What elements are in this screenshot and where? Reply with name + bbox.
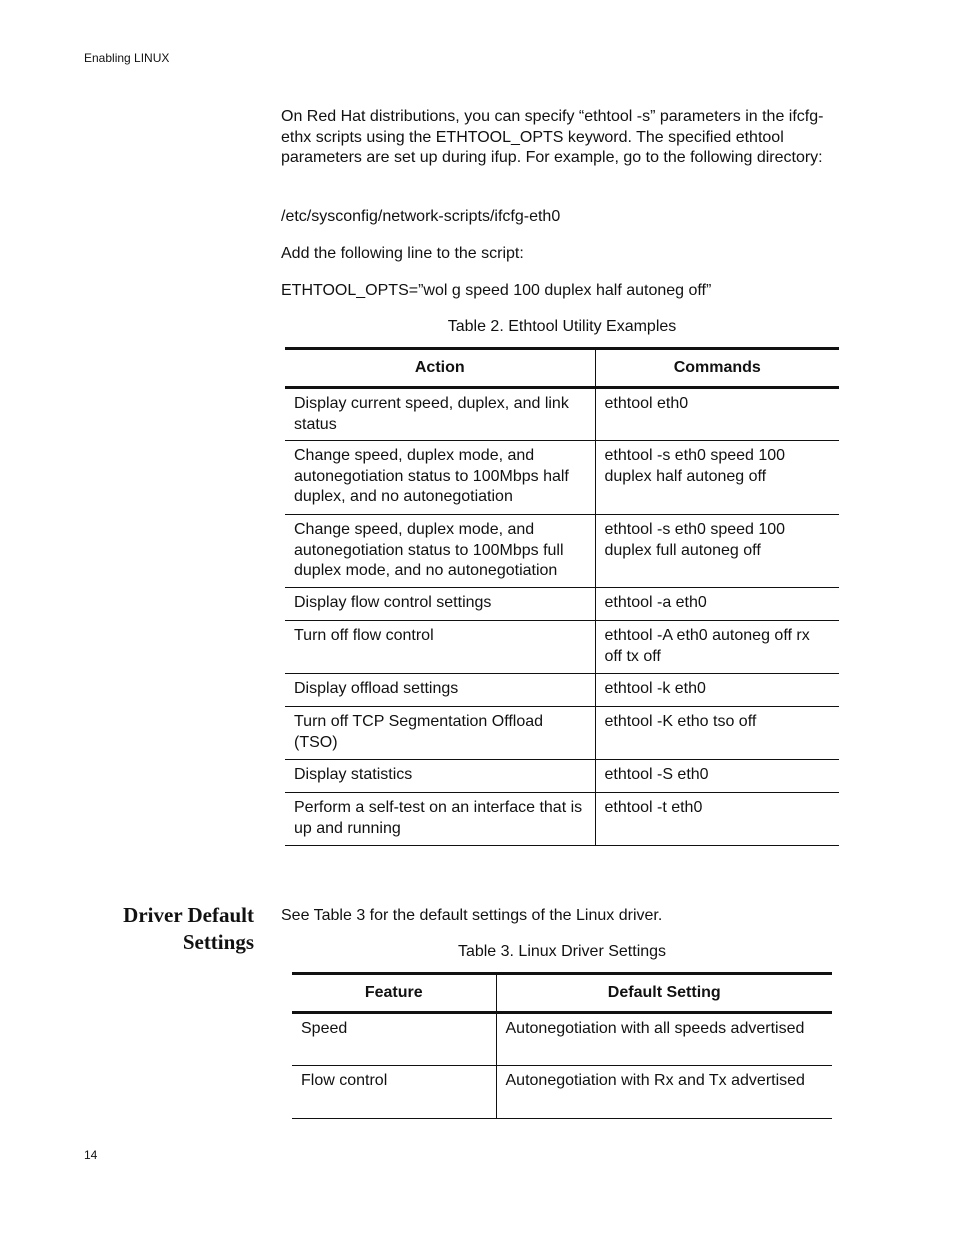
command-cell: ethtool -S eth0 <box>595 760 839 793</box>
table-row <box>292 1066 832 1119</box>
running-header: Enabling LINUX <box>84 51 170 65</box>
command-cell: ethtool eth0 <box>595 388 839 441</box>
table-row <box>285 793 839 846</box>
column-header-action: Action <box>285 349 595 388</box>
action-cell: Turn off TCP Segmentation Offload (TSO) <box>285 707 595 760</box>
ethtool-opts-line: ETHTOOL_OPTS=”wol g speed 100 duplex half autoneg off” <box>281 282 712 299</box>
action-cell: Change speed, duplex mode, and autonegotiation status to 100Mbps full duplex mode, and no autonegotiation <box>285 515 595 588</box>
intro-paragraph: On Red Hat distributions, you can specify “ethtool -s” parameters in the ifcfg-ethx scripts using the ETHTOOL_OPTS keyword. The specified ethtool parameters are set up during ifup. For example, go to the following directory: <box>281 108 824 166</box>
table-header-row <box>285 349 839 388</box>
command-cell: ethtool -a eth0 <box>595 588 839 621</box>
table2-caption: Table 2. Ethtool Utility Examples <box>447 318 677 335</box>
driver-defaults-paragraph: See Table 3 for the default settings of the Linux driver. <box>281 907 663 924</box>
action-cell: Display offload settings <box>285 674 595 707</box>
action-cell: Change speed, duplex mode, and autonegotiation status to 100Mbps half duplex, and no autonegotiation <box>285 441 595 515</box>
action-cell: Display current speed, duplex, and link status <box>285 388 595 441</box>
command-cell: ethtool -K etho tso off <box>595 707 839 760</box>
table-row <box>285 760 839 793</box>
table-row <box>285 621 839 674</box>
command-cell: ethtool -s eth0 speed 100 duplex full autoneg off <box>595 515 839 588</box>
default-setting-cell: Autonegotiation with Rx and Tx advertised <box>496 1066 832 1119</box>
column-header-commands: Commands <box>595 349 839 388</box>
table-row <box>285 674 839 707</box>
action-cell: Display flow control settings <box>285 588 595 621</box>
feature-cell: Speed <box>292 1013 496 1066</box>
table-row <box>285 588 839 621</box>
section-heading-driver-default-settings <box>100 902 254 956</box>
table-row <box>285 388 839 441</box>
table-header-row <box>292 974 832 1013</box>
command-cell: ethtool -t eth0 <box>595 793 839 846</box>
action-cell: Turn off flow control <box>285 621 595 674</box>
column-header-default-setting: Default Setting <box>496 974 832 1013</box>
feature-cell: Flow control <box>292 1066 496 1119</box>
action-cell: Display statistics <box>285 760 595 793</box>
config-path: /etc/sysconfig/network-scripts/ifcfg-eth0 <box>281 208 561 225</box>
table-row <box>292 1013 832 1066</box>
section-heading-line: Driver Default <box>123 903 254 927</box>
default-setting-cell: Autonegotiation with all speeds advertised <box>496 1013 832 1066</box>
section-heading-line: Settings <box>182 930 254 954</box>
command-cell: ethtool -A eth0 autoneg off rx off tx off <box>595 621 839 674</box>
linux-driver-settings-table <box>292 972 832 1119</box>
table-row <box>285 441 839 515</box>
command-cell: ethtool -k eth0 <box>595 674 839 707</box>
action-cell: Perform a self-test on an interface that is up and running <box>285 793 595 846</box>
table-row <box>285 707 839 760</box>
column-header-feature: Feature <box>292 974 496 1013</box>
page-number: 14 <box>84 1148 98 1162</box>
ethtool-examples-table <box>285 347 839 846</box>
table3-caption: Table 3. Linux Driver Settings <box>457 943 667 960</box>
command-cell: ethtool -s eth0 speed 100 duplex half autoneg off <box>595 441 839 515</box>
add-line-instruction: Add the following line to the script: <box>281 245 524 262</box>
table-row <box>285 515 839 588</box>
